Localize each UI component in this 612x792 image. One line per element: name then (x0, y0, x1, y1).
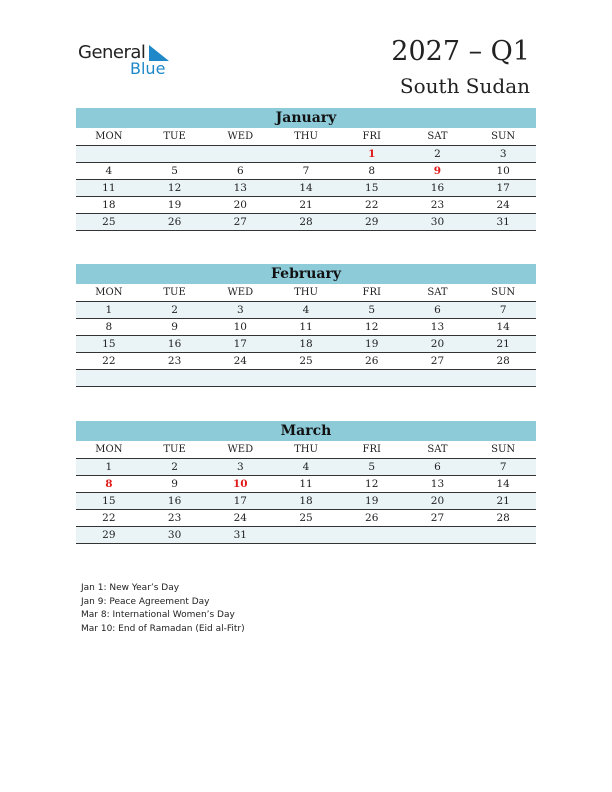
weekday-label: SUN (491, 444, 516, 455)
logo-general-text: General (78, 42, 146, 63)
day-cell: 12 (365, 321, 379, 333)
day-cell: 2 (434, 148, 441, 160)
day-cell (142, 370, 208, 386)
weekday-row (76, 128, 536, 146)
day-cell: 30 (430, 216, 445, 228)
week-row (76, 146, 536, 163)
weekday-label: THU (294, 287, 318, 298)
holiday-note: Mar 10: End of Ramadan (Eid al-Fitr) (81, 623, 245, 634)
day-cell: 1 (105, 304, 113, 316)
week-row (76, 180, 536, 197)
day-cell: 18 (299, 338, 313, 350)
day-cell: 6 (434, 304, 441, 316)
weekday-row (76, 441, 536, 459)
day-cell: 4 (105, 165, 113, 177)
day-cell: 23 (167, 355, 182, 367)
day-cell: 3 (236, 304, 244, 316)
month-calendar-january (76, 108, 536, 231)
day-cell (470, 527, 536, 543)
weekday-label: SAT (427, 287, 448, 298)
day-cell: 16 (167, 338, 182, 350)
day-cell: 18 (102, 199, 116, 211)
day-cell: 11 (102, 182, 116, 194)
page-title: 2027 – Q1 (391, 36, 530, 67)
day-cell (273, 527, 339, 543)
day-cell: 4 (302, 304, 310, 316)
day-cell: 7 (499, 461, 507, 473)
day-cell: 5 (368, 461, 376, 473)
day-cell: 14 (496, 321, 510, 333)
day-cell: 23 (167, 512, 182, 524)
day-cell: 17 (233, 495, 247, 507)
day-cell: 8 (105, 321, 113, 333)
day-cell: 5 (368, 304, 376, 316)
holiday-day-cell: 8 (105, 478, 113, 490)
day-cell: 18 (299, 495, 313, 507)
day-cell: 7 (499, 304, 507, 316)
week-row (76, 353, 536, 370)
weeks (76, 459, 536, 544)
weekday-label: SAT (427, 444, 448, 455)
day-cell: 3 (236, 461, 244, 473)
day-cell: 11 (299, 478, 313, 490)
day-cell: 14 (299, 182, 313, 194)
month-calendar-february (76, 264, 536, 387)
week-row (76, 510, 536, 527)
country-name: South Sudan (399, 74, 530, 98)
weekday-label: FRI (362, 444, 381, 455)
brand-logo (78, 42, 188, 82)
day-cell: 17 (496, 182, 510, 194)
day-cell: 15 (102, 338, 116, 350)
day-cell (207, 146, 273, 162)
day-cell: 26 (365, 355, 379, 367)
day-cell: 6 (236, 165, 244, 177)
weekday-label: WED (227, 287, 254, 298)
day-cell (339, 370, 405, 386)
day-cell: 25 (102, 216, 116, 228)
day-cell: 19 (167, 199, 182, 211)
day-cell: 11 (299, 321, 313, 333)
day-cell: 16 (167, 495, 182, 507)
day-cell: 23 (430, 199, 445, 211)
weekday-row (76, 284, 536, 302)
holiday-day-cell: 10 (232, 478, 248, 490)
month-calendar-march (76, 421, 536, 544)
month-header: March (76, 421, 536, 441)
day-cell: 20 (430, 338, 445, 350)
day-cell: 15 (102, 495, 116, 507)
day-cell (273, 370, 339, 386)
week-row (76, 459, 536, 476)
day-cell: 1 (105, 461, 113, 473)
day-cell: 24 (233, 512, 247, 524)
weeks (76, 302, 536, 387)
week-row (76, 163, 536, 180)
day-cell: 9 (171, 321, 178, 333)
weekday-label: FRI (362, 287, 381, 298)
week-row (76, 197, 536, 214)
holiday-notes (81, 582, 245, 636)
day-cell: 30 (167, 529, 182, 541)
day-cell: 15 (365, 182, 379, 194)
day-cell: 2 (171, 461, 178, 473)
day-cell: 26 (365, 512, 379, 524)
weekday-label: SUN (491, 131, 516, 142)
day-cell: 2 (171, 304, 178, 316)
week-row (76, 476, 536, 493)
day-cell: 5 (171, 165, 178, 177)
day-cell: 19 (365, 338, 379, 350)
weekday-label: TUE (163, 287, 186, 298)
holiday-note: Mar 8: International Women’s Day (81, 610, 235, 620)
day-cell: 12 (167, 182, 182, 194)
weekday-label: THU (294, 444, 318, 455)
week-row (76, 319, 536, 336)
day-cell: 12 (365, 478, 379, 490)
week-row (76, 493, 536, 510)
day-cell (470, 370, 536, 386)
holiday-note: Jan 1: New Year’s Day (81, 583, 180, 593)
day-cell: 29 (102, 529, 116, 541)
holiday-day-cell: 1 (368, 148, 376, 160)
holiday-day-cell: 9 (433, 165, 442, 177)
week-row (76, 527, 536, 544)
day-cell (273, 146, 339, 162)
day-cell: 29 (365, 216, 379, 228)
day-cell (142, 146, 208, 162)
day-cell (405, 527, 471, 543)
day-cell: 22 (365, 199, 379, 211)
day-cell: 9 (171, 478, 178, 490)
week-row (76, 214, 536, 231)
day-cell (76, 370, 142, 386)
weekday-label: FRI (362, 131, 381, 142)
day-cell: 21 (299, 199, 313, 211)
day-cell: 4 (302, 461, 310, 473)
day-cell: 19 (365, 495, 379, 507)
weeks (76, 146, 536, 231)
day-cell: 14 (496, 478, 510, 490)
day-cell: 13 (430, 478, 445, 490)
weekday-label: MON (95, 444, 123, 455)
day-cell: 28 (299, 216, 313, 228)
day-cell: 25 (299, 355, 313, 367)
weekday-label: MON (95, 131, 123, 142)
day-cell: 24 (233, 355, 247, 367)
day-cell: 31 (233, 529, 247, 541)
day-cell: 27 (430, 355, 445, 367)
day-cell: 21 (496, 338, 510, 350)
day-cell: 8 (368, 165, 376, 177)
weekday-label: THU (294, 131, 318, 142)
weekday-label: SUN (491, 287, 516, 298)
day-cell: 10 (496, 165, 510, 177)
day-cell: 21 (496, 495, 510, 507)
day-cell: 27 (233, 216, 247, 228)
day-cell: 22 (102, 512, 116, 524)
holiday-note: Jan 9: Peace Agreement Day (81, 596, 210, 607)
day-cell: 13 (233, 182, 247, 194)
weekday-label: WED (227, 131, 254, 142)
day-cell: 20 (430, 495, 445, 507)
weekday-label: TUE (163, 444, 186, 455)
week-row (76, 302, 536, 319)
day-cell (76, 146, 142, 162)
day-cell: 27 (430, 512, 445, 524)
weekday-label: WED (227, 444, 254, 455)
day-cell: 13 (430, 321, 445, 333)
day-cell: 26 (167, 216, 182, 228)
day-cell: 25 (299, 512, 313, 524)
logo-blue-text: Blue (130, 59, 166, 78)
day-cell: 31 (496, 216, 510, 228)
day-cell (207, 370, 273, 386)
week-row (76, 336, 536, 353)
weekday-label: SAT (427, 131, 448, 142)
day-cell (405, 370, 471, 386)
day-cell: 6 (434, 461, 441, 473)
day-cell: 22 (102, 355, 116, 367)
month-header: January (76, 108, 536, 128)
day-cell (339, 527, 405, 543)
day-cell: 16 (430, 182, 445, 194)
day-cell: 17 (233, 338, 247, 350)
day-cell: 28 (496, 512, 510, 524)
day-cell: 28 (496, 355, 510, 367)
day-cell: 20 (233, 199, 247, 211)
weekday-label: MON (95, 287, 123, 298)
week-row (76, 370, 536, 387)
month-header: February (76, 264, 536, 284)
day-cell: 10 (233, 321, 247, 333)
day-cell: 7 (302, 165, 310, 177)
weekday-label: TUE (163, 131, 186, 142)
day-cell: 24 (496, 199, 510, 211)
day-cell: 3 (499, 148, 507, 160)
